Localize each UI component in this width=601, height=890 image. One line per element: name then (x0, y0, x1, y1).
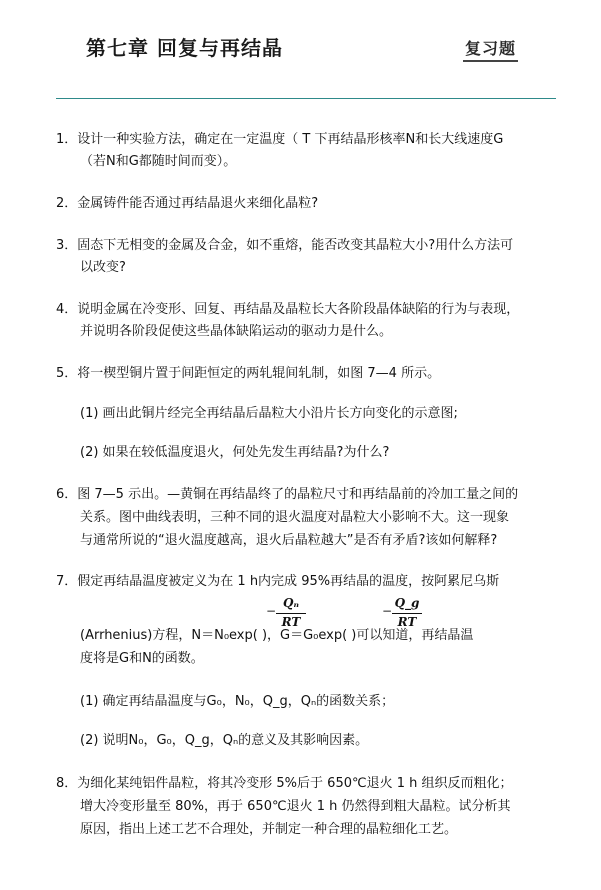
question-8-line-3: 原因，指出上述工艺不合理处，并制定一种合理的晶粒细化工艺。 (80, 822, 458, 837)
question-5 (56, 365, 440, 383)
fraction-denominator: RT (281, 615, 301, 629)
question-4 (56, 301, 519, 319)
question-number: 2． (56, 196, 78, 211)
question-2 (56, 195, 318, 213)
question-4-line-2: 并说明各阶段促使这些晶体缺陷运动的驱动力是什么。 (80, 324, 393, 339)
question-number: 8． (56, 776, 78, 791)
question-text: 设计一种实验方法，确定在一定温度（ T 下再结晶形核率N和长大线速度G (77, 132, 504, 147)
minus-sign: − (266, 604, 277, 618)
question-text: 为细化某纯铝件晶粒，将其冷变形 5%后于 650℃退火 1 h 组织反而粗化； (77, 776, 513, 791)
question-5-sub-1: (1) 画出此铜片经完全再结晶后晶粒大小沿片长方向变化的示意图; (80, 406, 458, 421)
fraction-denominator: RT (397, 615, 417, 629)
header-divider (56, 98, 556, 99)
question-1 (56, 131, 503, 149)
question-text: 图 7—5 示出。—黄铜在再结晶终了的晶粒尺寸和再结晶前的冷加工量之间的 (77, 487, 519, 502)
question-7-sub-1: (1) 确定再结晶温度与G₀，N₀，Q_g，Qₙ的函数关系； (80, 694, 395, 709)
question-3-line-2: 以改变? (80, 260, 126, 275)
question-number: 4． (56, 302, 78, 317)
question-number: 7． (56, 574, 78, 589)
question-8 (56, 775, 513, 793)
minus-sign: − (382, 604, 393, 618)
question-6-line-2: 关系。图中曲线表明，三种不同的退火温度对晶粒大小影响不大。这一现象 (80, 510, 510, 525)
question-7-line-3: 度将是G和N的函数。 (80, 651, 204, 666)
question-7 (56, 573, 499, 591)
question-number: 6． (56, 487, 78, 502)
question-3 (56, 237, 513, 255)
question-5-sub-2: (2) 如果在较低温度退火，何处先发生再结晶?为什么? (80, 445, 390, 460)
review-tag: 复习题 (463, 36, 518, 62)
chapter-title: 第七章 回复与再结晶 (86, 36, 283, 60)
question-7-sub-2: (2) 说明N₀，G₀，Q_g，Qₙ的意义及其影响因素。 (80, 733, 369, 748)
question-6 (56, 486, 518, 504)
question-6-line-3: 与通常所说的“退火温度越高，退火后晶粒越大”是否有矛盾?该如何解释? (80, 533, 498, 548)
question-number: 5． (56, 366, 78, 381)
question-text: 将一楔型铜片置于间距恒定的两轧辊间轧制，如图 7—4 所示。 (77, 366, 441, 381)
fraction-bar (392, 613, 422, 614)
question-text: 假定再结晶温度被定义为在 1 h内完成 95%再结晶的温度，按阿累尼乌斯 (77, 574, 500, 589)
question-8-line-2: 增大冷变形量至 80%，再于 650℃退火 1 h 仍然得到粗大晶粒。试分析其 (80, 799, 511, 814)
question-text: 固态下无相变的金属及合金，如不重熔，能否改变其晶粒大小?用什么方法可 (77, 238, 514, 253)
fraction-numerator: Q_g (394, 596, 420, 610)
fraction-numerator: Qₙ (283, 596, 299, 610)
question-number: 3． (56, 238, 78, 253)
question-number: 1． (56, 132, 78, 147)
page-header (0, 0, 601, 100)
question-text: 说明金属在冷变形、回复、再结晶及晶粒长大各阶段晶体缺陷的行为与表现， (77, 302, 520, 317)
question-text: 金属铸件能否通过再结晶退火来细化晶粒? (77, 196, 319, 211)
question-7-line-2: (Arrhenius)方程，N＝N₀exp( )，G＝G₀exp( )可以知道，再结晶温 (80, 628, 474, 643)
fraction-bar (276, 613, 306, 614)
question-1-line-2: （若N和G都随时间而变）。 (80, 154, 237, 169)
